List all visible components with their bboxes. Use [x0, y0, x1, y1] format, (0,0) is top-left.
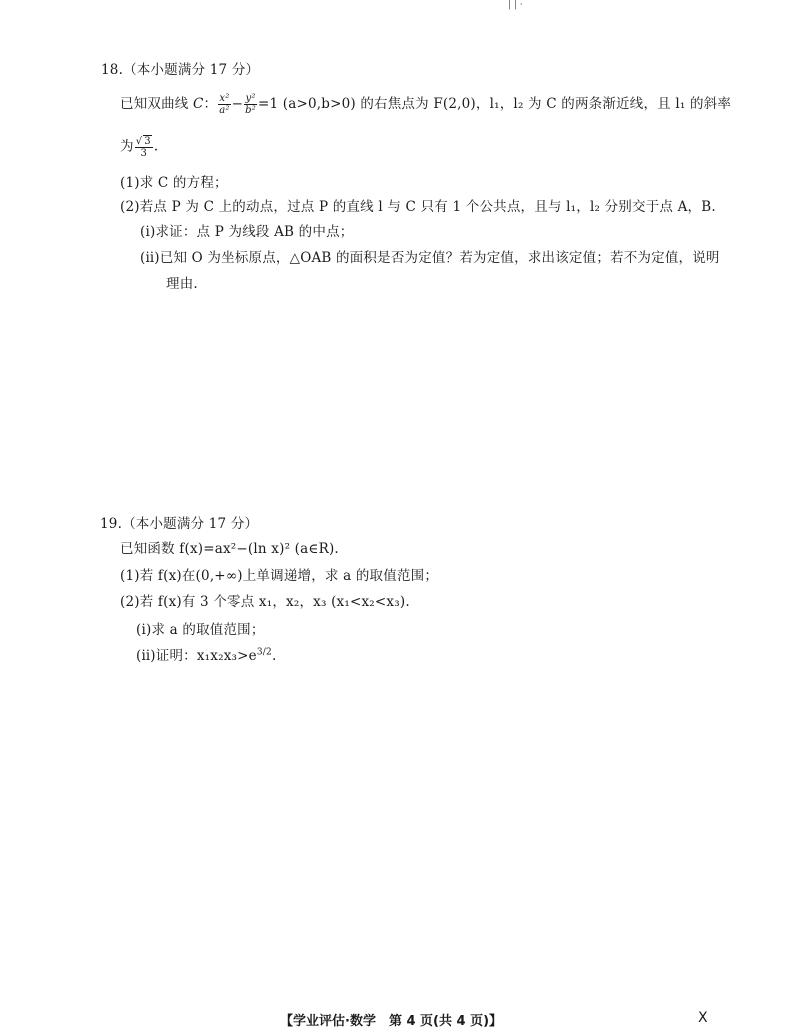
q19-proof-text: (ⅱ)证明：x₁x₂x₃>e [136, 648, 257, 664]
q19-stem: 已知函数 f(x)=ax²−(ln x)² (a∈R). [120, 541, 339, 557]
q18-part1: (1)求 C 的方程； [120, 175, 228, 191]
hyperbola-name: C [193, 96, 204, 112]
fraction-y2-b2: $\frac{\text{y²}}{\text{b²}}$ [245, 93, 256, 116]
q18-stem-rest: =1 (a>0,b>0) 的右焦点为 F(2,0)，l₁，l₂ 为 C 的两条渐近线，且 l₁ 的斜率 [257, 96, 732, 112]
top-scan-mark: | | · [508, 0, 523, 10]
q19-part1: (1)若 f(x)在(0,+∞)上单调递增，求 a 的取值范围； [120, 568, 439, 584]
footer-mark: X [698, 1010, 708, 1026]
q18-stem-wei: 为 [120, 138, 134, 155]
q18-stem-line2: 为 $\frac{√ 3}{3}$ . [120, 136, 159, 159]
exponent-three-halves: 3/2 [256, 647, 272, 658]
fraction-x2-a2: $\frac{\text{x²}}{\text{a²}}$ [219, 93, 230, 116]
fraction-sqrt3-over-3: $\frac{√ 3}{3}$ [135, 136, 151, 159]
q18-part2-i: (ⅰ)求证：点 P 为线段 AB 的中点； [140, 224, 354, 240]
q19-heading: 19.（本小题满分 17 分） [100, 516, 259, 532]
q19-part2-ii [136, 646, 276, 666]
q18-heading: 18.（本小题满分 17 分） [101, 62, 260, 78]
q19-part2: (2)若 f(x)有 3 个零点 x₁，x₂，x₃ (x₁<x₂<x₃). [120, 594, 410, 610]
q18-part2: (2)若点 P 为 C 上的动点，过点 P 的直线 l 与 C 只有 1 个公共点，且与 l₁，l₂ 分别交于点 A，B. [120, 199, 716, 215]
q19-part2-i: (ⅰ)求 a 的取值范围； [136, 622, 265, 638]
q19-proof-period: . [271, 648, 277, 664]
q18-part2-ii-line1: (ⅱ)已知 O 为坐标原点，△OAB 的面积是否为定值？若为定值，求出该定值；若不为定值，说明 [140, 250, 720, 266]
q18-stem-line1: 已知双曲线 C： $\frac{\text{x²}}{\text{a²}}$ − $\frac{\text{y²}}{\text{b²}}$ =1 (a>0,b>0) 的右焦点为 F(2,0)，l₁，l₂ 为 C 的两条渐近线，且 l₁ 的斜率 [120, 93, 732, 116]
q18-stem-intro: 已知双曲线 [120, 96, 193, 112]
q18-part2-ii-line2: 理由. [166, 276, 198, 292]
footer-page-info: 【学业评估·数学 第 4 页(共 4 页)】 [280, 1014, 503, 1029]
